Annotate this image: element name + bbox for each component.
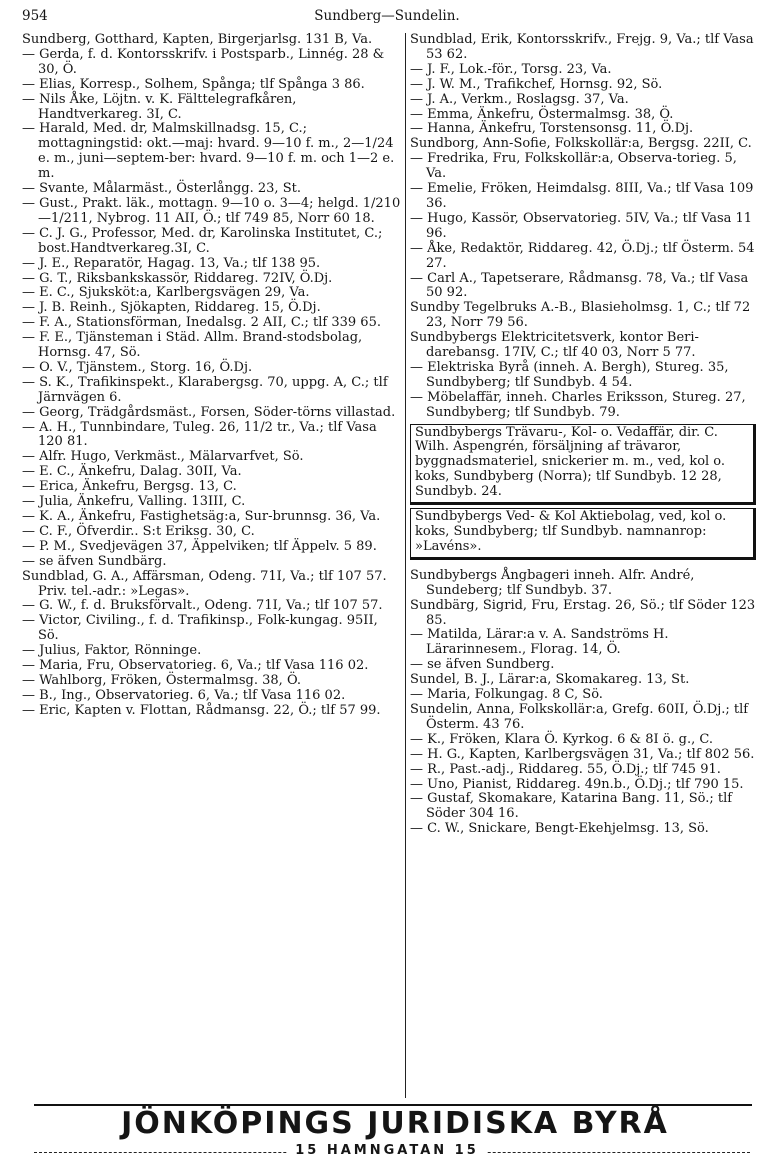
directory-entry: Sundborg, Ann-Sofie, Folkskollär:a, Bergsg. 22II, C.	[410, 136, 752, 152]
right-entries-b	[410, 569, 756, 837]
directory-entry: — se äfven Sundberg.	[410, 657, 555, 673]
directory-entry: — C. F., Öfverdir.. S:t Eriksg. 30, C.	[22, 523, 255, 539]
directory-entry: — Georg, Trädgårdsmäst., Forsen, Söder-törns villastad.	[22, 404, 396, 420]
directory-entry: — Victor, Civiling., f. d. Trafikinsp., Folk-kungag. 95II, Sö.	[22, 613, 378, 644]
directory-entry: — K., Fröken, Klara Ö. Kyrkog. 6 & 8I ö. g., C.	[410, 731, 713, 747]
directory-entry: — Wahlborg, Fröken, Östermalmsg. 38, Ö.	[22, 672, 301, 688]
directory-entry: Sundby Tegelbruks A.-B., Blasieholmsg. 1, C.; tlf 72 23, Norr 79 56.	[410, 300, 751, 331]
right-entries-a	[410, 33, 756, 421]
directory-entry: — B., Ing., Observatorieg. 6, Va.; tlf Vasa 116 02.	[22, 687, 346, 703]
advert-address	[0, 1143, 774, 1158]
directory-entry: — Fredrika, Fru, Folkskollär:a, Observa-torieg. 5, Va.	[410, 151, 737, 182]
directory-entry: — Svante, Målarmäst., Österlångg. 23, St.	[22, 181, 301, 197]
directory-entry: — Nils Åke, Löjtn. v. K. Fälttelegrafkåren, Handtverkareg. 3I, C.	[22, 91, 297, 122]
directory-entry: Sundblad, Erik, Kontorsskrifv., Frejg. 9, Va.; tlf Vasa 53 62.	[410, 32, 754, 62]
column-divider	[405, 33, 406, 1098]
directory-entry: — Hugo, Kassör, Observatorieg. 5IV, Va.; tlf Vasa 11 96.	[410, 210, 753, 241]
directory-entry: Sundel, B. J., Lärar:a, Skomakareg. 13, St.	[410, 672, 690, 688]
directory-entry: — G. T., Riksbankskassör, Riddareg. 72IV, Ö.Dj.	[22, 270, 333, 286]
directory-entry: — Alfr. Hugo, Verkmäst., Mälarvarfvet, Sö.	[22, 449, 304, 465]
directory-entry: — Möbelaffär, inneh. Charles Eriksson, Stureg. 27, Sundbyberg; tlf Sundbyb. 79.	[410, 389, 746, 420]
directory-entry: Sundblad, G. A., Affärsman, Odeng. 71I, Va.; tlf 107 57. Priv. tel.-adr.: »Legas».	[22, 568, 387, 599]
directory-entry: — A. H., Tunnbindare, Tuleg. 26, 11/2 tr., Va.; tlf Vasa 120 81.	[22, 419, 377, 450]
advert-text: Sundbybergs Ved- & Kol Aktiebolag, ved, kol o. koks, Sundbyberg; tlf Sundbyb. namnanrop: »Lavéns».	[415, 509, 727, 554]
directory-entry: — Uno, Pianist, Riddareg. 49n.b., Ö.Dj.; tlf 790 15.	[410, 776, 744, 792]
directory-entry: — C. J. G., Professor, Med. dr, Karolinska Institutet, C.; bost.Handtverkareg.3I, C.	[22, 225, 383, 256]
directory-entry: — K. A., Änkefru, Fastighetsäg:a, Sur-brunnsg. 36, Va.	[22, 509, 381, 524]
directory-entry: — E. C., Änkefru, Dalag. 30II, Va.	[22, 464, 242, 480]
directory-entry: — Emma, Änkefru, Östermalmsg. 38, Ö.	[410, 106, 674, 122]
directory-entry: — Maria, Fru, Observatorieg. 6, Va.; tlf Vasa 116 02.	[22, 658, 369, 674]
directory-entry: — Gust., Prakt. läk., mottagn. 9—10 o. 3—4; helgd. 1/210—1/211, Nybrog. 11 AII, Ö.; tlf 749 85, Norr 60 18.	[22, 195, 401, 226]
directory-entry: — J. F., Lok.-för., Torsg. 23, Va.	[410, 61, 612, 77]
directory-entry: — Eric, Kapten v. Flottan, Rådmansg. 22, Ö.; tlf 57 99.	[22, 702, 381, 718]
directory-entry: — Hanna, Änkefru, Torstensonsg. 11, Ö.Dj.	[410, 121, 694, 137]
directory-entry: Sundbybergs Ångbageri inneh. Alfr. André, Sundeberg; tlf Sundbyb. 37.	[410, 567, 695, 598]
directory-entry: — J. W. M., Trafikchef, Hornsg. 92, Sö.	[410, 76, 663, 92]
directory-entry: — Gustaf, Skomakare, Katarina Bang. 11, Sö.; tlf Söder 304 16.	[410, 791, 733, 822]
advert-firm-name: JÖNKÖPINGS JURIDISKA BYRÅ	[121, 1106, 669, 1141]
directory-entry: — Emelie, Fröken, Heimdalsg. 8III, Va.; tlf Vasa 109 36.	[410, 181, 754, 211]
directory-entry: — Carl A., Tapetserare, Rådmansg. 78, Va.; tlf Vasa 50 92.	[410, 270, 749, 301]
directory-entry: — Julius, Faktor, Rönninge.	[22, 643, 202, 659]
right-column	[410, 33, 756, 837]
directory-entry: Sundbärg, Sigrid, Fru, Erstag. 26, Sö.; tlf Söder 123 85.	[410, 597, 756, 628]
directory-entry: — Åke, Redaktör, Riddareg. 42, Ö.Dj.; tlf Österm. 54 27.	[410, 240, 755, 271]
directory-entry: — J. E., Reparatör, Hagag. 13, Va.; tlf 138 95.	[22, 255, 321, 271]
advert-text: Sundbybergs Trävaru-, Kol- o. Vedaffär, dir. C. Wilh. Aspengrén, försäljning af trävaror, byggnadsmateriel, snickerier m. m., ved, kol o. koks, Sundbyberg (Norra); tlf Sundbyb. 12 28, Sundbyb. 24.	[415, 424, 726, 500]
directory-entry: — E. C., Sjuksköt:a, Karlbergsvägen 29, Va.	[22, 285, 310, 301]
trävaru-advert-box	[410, 424, 756, 506]
directory-entry: — se äfven Sundbärg.	[22, 553, 167, 569]
advert-address-text: 15 HAMNGATAN 15	[287, 1143, 487, 1158]
directory-entry: — S. K., Trafikinspekt., Klarabergsg. 70, uppg. A, C.; tlf Järnvägen 6.	[22, 374, 388, 405]
directory-entry: — J. B. Reinh., Sjökapten, Riddareg. 15, Ö.Dj.	[22, 300, 321, 316]
directory-entry: — F. A., Stationsförman, Inedalsg. 2 AII, C.; tlf 339 65.	[22, 315, 381, 331]
directory-entry: — Harald, Med. dr, Malmskillnadsg. 15, C.; mottagningstid: okt.—maj: hvard. 9—10 f. m., 2—1/24 e. m., juni—septem-ber: hvard. 9—10 f. m. och 1—2 e. m.	[22, 121, 395, 182]
directory-entry: — R., Past.-adj., Riddareg. 55, Ö.Dj.; tlf 745 91.	[410, 761, 721, 777]
directory-entry: — Elias, Korresp., Solhem, Spånga; tlf Spånga 3 86.	[22, 76, 365, 92]
left-column	[22, 33, 402, 719]
directory-entry: — Erica, Änkefru, Bergsg. 13, C.	[22, 479, 237, 495]
ved-kol-advert-box	[410, 508, 756, 560]
directory-entry: — Julia, Änkefru, Valling. 13III, C.	[22, 494, 246, 510]
page-title: Sundberg—Sundelin.	[314, 8, 460, 24]
directory-entry: — Maria, Folkungag. 8 C, Sö.	[410, 687, 603, 703]
directory-entry: — O. V., Tjänstem., Storg. 16, Ö.Dj.	[22, 359, 253, 375]
directory-entry: — Elektriska Byrå (inneh. A. Bergh), Stureg. 35, Sundbyberg; tlf Sundbyb. 4 54.	[410, 359, 729, 390]
directory-entry: — G. W., f. d. Bruksförvalt., Odeng. 71I, Va.; tlf 107 57.	[22, 598, 383, 614]
directory-entry: — Gerda, f. d. Kontorsskrifv. i Postsparb., Linnég. 28 & 30, Ö.	[22, 46, 385, 77]
page-number: 954	[22, 8, 48, 24]
directory-entry: — F. E., Tjänsteman i Städ. Allm. Brand-stodsbolag, Hornsg. 47, Sö.	[22, 330, 363, 361]
directory-entry: — P. M., Svedjevägen 37, Äppelviken; tlf Äppelv. 5 89.	[22, 538, 377, 554]
directory-entry: Sundelin, Anna, Folkskollär:a, Grefg. 60II, Ö.Dj.; tlf Österm. 43 76.	[410, 701, 749, 732]
page-header	[22, 8, 752, 28]
directory-entry: — C. W., Snickare, Bengt-Ekehjelmsg. 13, Sö.	[410, 821, 709, 837]
directory-entry: Sundbybergs Elektricitetsverk, kontor Beri-darebansg. 17IV, C.; tlf 40 03, Norr 5 77.	[410, 330, 699, 361]
directory-entry: Sundberg, Gotthard, Kapten, Birgerjarlsg. 131 B, Va.	[22, 32, 373, 47]
directory-entry: — Matilda, Lärar:a v. A. Sandströms H. Lärarinnesem., Florag. 14, Ö.	[410, 627, 669, 658]
directory-entry: — H. G., Kapten, Karlbergsvägen 31, Va.; tlf 802 56.	[410, 746, 755, 762]
directory-entry: — J. A., Verkm., Roslagsg. 37, Va.	[410, 91, 629, 107]
